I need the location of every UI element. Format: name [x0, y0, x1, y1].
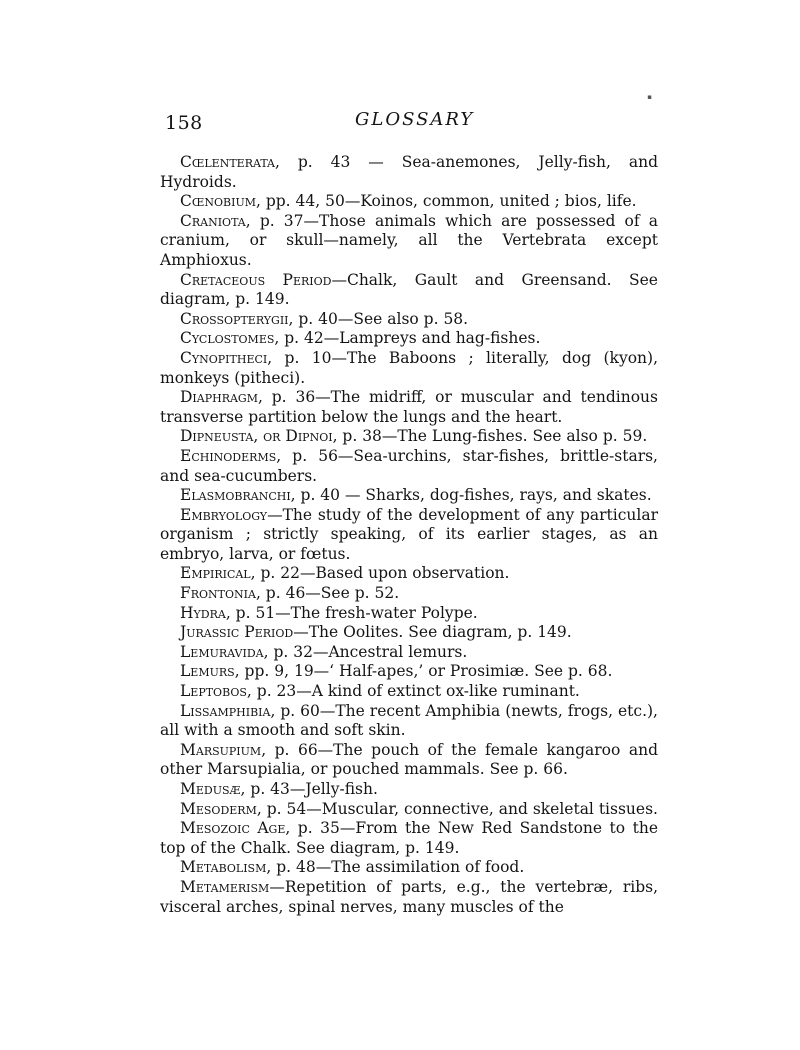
glossary-definition: , p. 46—See p. 52. [255, 584, 400, 603]
glossary-definition: , p. 56—Sea-urchins, star-fishes, brittle-stars, and sea-cucumbers. [160, 446, 658, 485]
glossary-definition: , p. 66—The pouch of the female kangaroo and other Marsupialia, or pouched mammals. See p. 66. [160, 740, 658, 779]
glossary-definition: , pp. 44, 50—Koinos, common, united ; bios, life. [255, 192, 637, 211]
glossary-entry [160, 506, 658, 565]
glossary-entry [160, 427, 658, 447]
glossary-entry [160, 329, 658, 349]
glossary-term: Marsupium [180, 740, 262, 759]
glossary-definition: , p. 40 — Sharks, dog-fishes, rays, and skates. [290, 486, 652, 505]
margin-mark: ▪ [647, 93, 652, 101]
glossary-definition: , p. 38—The Lung-fishes. See also p. 59. [332, 427, 648, 446]
glossary-term: Lissamphibia [180, 701, 271, 720]
glossary-term: Cynopitheci [180, 348, 268, 367]
glossary-entry [160, 819, 658, 858]
glossary-definition: , pp. 9, 19—‘ Half-apes,’ or Prosimiæ. See p. 68. [234, 662, 613, 681]
glossary-term: Echinoderms [180, 446, 277, 465]
glossary-entry [160, 153, 658, 192]
glossary-entry [160, 271, 658, 310]
glossary-term: Hydra [180, 603, 226, 622]
glossary-entry [160, 662, 658, 682]
glossary-definition: , p. 36—The midriff, or muscular and tendinous transverse partition below the lungs and the heart. [160, 388, 658, 426]
glossary-definition: —The Oolites. See diagram, p. 149. [293, 623, 572, 642]
glossary-definition: , p. 54—Muscular, connective, and skeletal tissues. [256, 799, 658, 818]
glossary-entry [160, 349, 658, 388]
glossary-entry [160, 564, 658, 584]
glossary-definition: , p. 22—Based upon observation. [250, 564, 510, 583]
glossary-term: Elasmobranchi [180, 486, 291, 505]
glossary-entry [160, 702, 658, 741]
glossary-term: Jurassic Period [180, 623, 294, 642]
page-number: 158 [165, 112, 203, 134]
glossary-entry [160, 604, 658, 624]
glossary-term: Crossopterygii [180, 309, 289, 328]
glossary-definition: , p. 48—The assimilation of food. [266, 858, 525, 877]
glossary-entry [160, 682, 658, 702]
glossary-term: Medusæ [180, 780, 241, 798]
glossary-term: Cretaceous Period [180, 270, 332, 289]
glossary-entry [160, 741, 658, 780]
glossary-term: Mesozoic Age [180, 819, 286, 838]
glossary-entry [160, 643, 658, 663]
glossary-term: Lemurs [180, 662, 235, 681]
glossary-definition: , p. 32—Ancestral lemurs. [263, 642, 468, 661]
glossary-entry [160, 388, 658, 427]
glossary-term: Embryology [180, 505, 268, 524]
glossary-term: Metamerism [180, 877, 270, 896]
glossary-entry [160, 780, 658, 800]
glossary-term: Leptobos [180, 682, 247, 701]
glossary-term: Cœnobium [180, 192, 256, 211]
glossary-definition: , p. 10—The Baboons ; literally, dog (kyon), monkeys (pitheci). [160, 348, 658, 387]
glossary-term: Cœlenterata [180, 153, 275, 171]
glossary-definition: —The study of the development of any particular organism ; strictly speaking, of its earlier stages, as an embryo, larva, or fœtus. [160, 505, 658, 563]
glossary-term: Frontonia [180, 584, 256, 603]
glossary-entry [160, 584, 658, 604]
glossary-definition: —Chalk, Gault and Greensand. See diagram, p. 149. [160, 270, 658, 309]
glossary-definition: , p. 60—The recent Amphibia (newts, frogs, etc.), all with a smooth and soft skin. [160, 701, 658, 740]
glossary-entry [160, 858, 658, 878]
running-head: GLOSSARY [355, 109, 475, 130]
glossary-term: Lemuravida [180, 642, 264, 661]
glossary-entry [160, 800, 658, 820]
glossary-entry [160, 878, 658, 917]
glossary-term: Dipneusta, or Dipnoi [180, 427, 333, 446]
glossary-definition: , p. 23—A kind of extinct ox-like ruminant. [246, 682, 580, 701]
glossary-definition: , p. 40—See also p. 58. [288, 309, 469, 328]
glossary-entry [160, 310, 658, 330]
glossary-term: Metabolism [180, 858, 267, 877]
glossary-term: Empirical [180, 564, 251, 583]
glossary-definition: , p. 43 — Sea-anemones, Jelly-fish, and Hydroids. [160, 153, 658, 191]
glossary-entries [160, 153, 658, 917]
glossary-entry [160, 486, 658, 506]
glossary-term: Mesoderm [180, 799, 257, 818]
glossary-definition: , p. 37—Those animals which are possessed of a cranium, or skull—namely, all the Vertebrata except Amphioxus. [160, 211, 658, 269]
glossary-definition: , p. 51—The fresh-water Polype. [225, 603, 478, 622]
glossary-definition: , p. 43—Jelly-fish. [240, 780, 378, 798]
glossary-definition: —Repetition of parts, e.g., the vertebræ, ribs, visceral arches, spinal nerves, many muscles of the [160, 877, 658, 916]
glossary-term: Cyclostomes [180, 329, 275, 348]
glossary-term: Diaphragm [180, 388, 258, 407]
glossary-entry [160, 447, 658, 486]
glossary-entry [160, 192, 658, 212]
glossary-entry [160, 212, 658, 271]
glossary-definition: , p. 42—Lampreys and hag-fishes. [274, 329, 541, 348]
glossary-definition: , p. 35—From the New Red Sandstone to the top of the Chalk. See diagram, p. 149. [160, 819, 658, 857]
glossary-entry [160, 623, 658, 643]
glossary-term: Craniota [180, 211, 246, 230]
